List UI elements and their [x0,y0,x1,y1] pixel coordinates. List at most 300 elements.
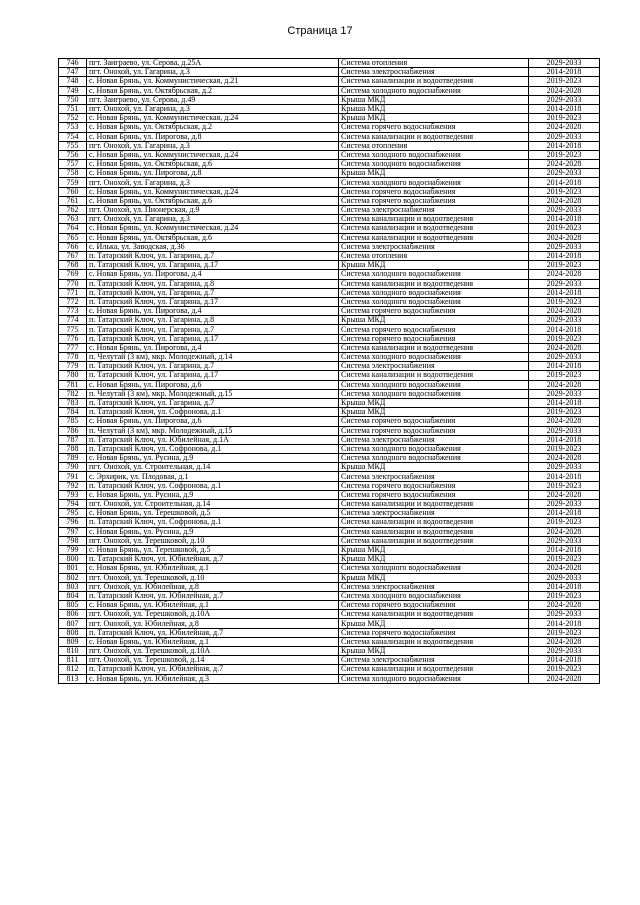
table-row [59,426,600,435]
system-cell: Система канализации и водоотведения [339,233,529,242]
row-number: 758 [59,169,87,178]
period-cell: 2019-2023 [529,408,600,417]
address-cell: с. Новая Брянь, ул. Октябрьская, д.2 [87,86,339,95]
period-cell: 2024-2028 [529,307,600,316]
system-cell: Крыша МКД [339,114,529,123]
address-cell: с. Новая Брянь, ул. Пирогова, д.4 [87,307,339,316]
row-number: 760 [59,187,87,196]
address-cell: с. Новая Брянь, ул. Пирогова, д.8 [87,132,339,141]
table-row [59,601,600,610]
row-number: 777 [59,343,87,352]
system-cell: Система горячего водоснабжения [339,481,529,490]
row-number: 784 [59,408,87,417]
table-row [59,59,600,68]
period-cell: 2029-2033 [529,132,600,141]
address-cell: п. Татарский Ключ, ул. Гагарина, д.8 [87,316,339,325]
table-row [59,582,600,591]
period-cell: 2014-2018 [529,141,600,150]
table-row [59,472,600,481]
system-cell: Крыша МКД [339,555,529,564]
system-cell: Система холодного водоснабжения [339,389,529,398]
system-cell: Система холодного водоснабжения [339,564,529,573]
table-row [59,408,600,417]
table-row [59,628,600,637]
system-cell: Система холодного водоснабжения [339,591,529,600]
address-cell: п. Татарский Ключ, ул. Софронова, д.1 [87,444,339,453]
system-cell: Система электроснабжения [339,435,529,444]
address-cell: пгт. Онохой, ул. Строительная, д.14 [87,500,339,509]
address-cell: с. Новая Брянь, ул. Юбилейная, д.1 [87,601,339,610]
period-cell: 2019-2023 [529,334,600,343]
address-cell: пгт. Онохой, ул. Гагарина, д.3 [87,178,339,187]
address-cell: п. Татарский Ключ, ул. Софронова, д.1 [87,481,339,490]
period-cell: 2024-2028 [529,160,600,169]
table-row [59,334,600,343]
row-number: 804 [59,591,87,600]
address-cell: с. Новая Брянь, ул. Юбилейная, д.3 [87,674,339,683]
system-cell: Система канализации и водоотведения [339,500,529,509]
address-cell: п. Татарский Ключ, ул. Юбилейная, д.7 [87,628,339,637]
address-cell: п. Татарский Ключ, ул. Гагарина, д.7 [87,398,339,407]
system-cell: Система канализации и водоотведения [339,77,529,86]
period-cell: 2019-2023 [529,591,600,600]
system-cell: Крыша МКД [339,463,529,472]
system-cell: Система холодного водоснабжения [339,270,529,279]
table-row [59,187,600,196]
row-number: 788 [59,444,87,453]
system-cell: Система горячего водоснабжения [339,601,529,610]
table-row [59,316,600,325]
system-cell: Крыша МКД [339,398,529,407]
table-row [59,141,600,150]
row-number: 759 [59,178,87,187]
row-number: 753 [59,123,87,132]
table-row [59,564,600,573]
address-cell: с. Новая Брянь, ул. Коммунистическая, д.24 [87,224,339,233]
system-cell: Система канализации и водоотведения [339,637,529,646]
table-row [59,178,600,187]
period-cell: 2014-2018 [529,545,600,554]
row-number: 776 [59,334,87,343]
table-row [59,536,600,545]
address-cell: с. Эрхирик, ул. Плодовая, д.1 [87,472,339,481]
period-cell: 2019-2023 [529,555,600,564]
address-cell: п. Татарский Ключ, ул. Гагарина, д.17 [87,334,339,343]
address-cell: п. Татарский Ключ, ул. Юбилейная, д.7 [87,591,339,600]
table-row [59,647,600,656]
system-cell: Крыша МКД [339,104,529,113]
system-cell: Система канализации и водоотведения [339,215,529,224]
row-number: 808 [59,628,87,637]
period-cell: 2029-2033 [529,169,600,178]
row-number: 785 [59,417,87,426]
system-cell: Система горячего водоснабжения [339,426,529,435]
table-row [59,500,600,509]
repair-schedule-table [58,58,600,684]
period-cell: 2014-2018 [529,656,600,665]
row-number: 749 [59,86,87,95]
table-row [59,380,600,389]
address-cell: с. Новая Брянь, ул. Пирогова, д.4 [87,343,339,352]
address-cell: п. Челутай (3 км), мкр. Молодежный, д.15 [87,389,339,398]
system-cell: Система горячего водоснабжения [339,307,529,316]
address-cell: п. Татарский Ключ, ул. Гагарина, д.17 [87,297,339,306]
table-row [59,270,600,279]
system-cell: Система холодного водоснабжения [339,150,529,159]
period-cell: 2024-2028 [529,454,600,463]
period-cell: 2024-2028 [529,270,600,279]
row-number: 799 [59,545,87,554]
period-cell: 2019-2023 [529,187,600,196]
address-cell: пгт. Онохой, ул. Строительная, д.14 [87,463,339,472]
period-cell: 2014-2018 [529,215,600,224]
period-cell: 2029-2033 [529,242,600,251]
system-cell: Система холодного водоснабжения [339,454,529,463]
system-cell: Крыша МКД [339,573,529,582]
row-number: 763 [59,215,87,224]
period-cell: 2014-2018 [529,398,600,407]
address-cell: пгт. Заиграево, ул. Серова, д.25А [87,59,339,68]
period-cell: 2019-2023 [529,444,600,453]
row-number: 787 [59,435,87,444]
period-cell: 2019-2023 [529,628,600,637]
row-number: 752 [59,114,87,123]
table-row [59,242,600,251]
address-cell: п. Татарский Ключ, ул. Гагарина, д.17 [87,261,339,270]
table-row [59,233,600,242]
row-number: 773 [59,307,87,316]
system-cell: Система горячего водоснабжения [339,334,529,343]
period-cell: 2024-2028 [529,527,600,536]
row-number: 794 [59,500,87,509]
address-cell: с. Новая Брянь, ул. Октябрьская, д.6 [87,196,339,205]
row-number: 786 [59,426,87,435]
system-cell: Система электроснабжения [339,656,529,665]
row-number: 765 [59,233,87,242]
page-header: Страница 17 [287,25,353,37]
period-cell: 2024-2028 [529,233,600,242]
row-number: 775 [59,325,87,334]
row-number: 774 [59,316,87,325]
system-cell: Система холодного водоснабжения [339,86,529,95]
row-number: 801 [59,564,87,573]
system-cell: Система электроснабжения [339,582,529,591]
table-row [59,454,600,463]
period-cell: 2029-2033 [529,279,600,288]
address-cell: с. Илька, ул. Заводская, д.36 [87,242,339,251]
system-cell: Система холодного водоснабжения [339,353,529,362]
system-cell: Система электроснабжения [339,68,529,77]
table-row [59,674,600,683]
table-row [59,610,600,619]
system-cell: Система холодного водоснабжения [339,380,529,389]
table-row [59,665,600,674]
system-cell: Система холодного водоснабжения [339,674,529,683]
row-number: 780 [59,371,87,380]
table-row [59,206,600,215]
row-number: 805 [59,601,87,610]
period-cell: 2019-2023 [529,297,600,306]
row-number: 790 [59,463,87,472]
system-cell: Крыша МКД [339,169,529,178]
row-number: 798 [59,536,87,545]
system-cell: Крыша МКД [339,647,529,656]
period-cell: 2019-2023 [529,261,600,270]
row-number: 793 [59,490,87,499]
system-cell: Система холодного водоснабжения [339,160,529,169]
address-cell: пгт. Онохой, ул. Терешковой, д.10 [87,573,339,582]
address-cell: пгт. Онохой, ул. Терешковой, д.10 [87,536,339,545]
row-number: 782 [59,389,87,398]
period-cell: 2029-2033 [529,353,600,362]
row-number: 764 [59,224,87,233]
row-number: 795 [59,509,87,518]
address-cell: с. Новая Брянь, ул. Коммунистическая, д.24 [87,150,339,159]
row-number: 768 [59,261,87,270]
system-cell: Система горячего водоснабжения [339,417,529,426]
table-row [59,251,600,260]
table-row [59,656,600,665]
system-cell: Система горячего водоснабжения [339,123,529,132]
address-cell: пгт. Онохой, ул. Терешковой, д.10А [87,610,339,619]
period-cell: 2029-2033 [529,500,600,509]
table-row [59,398,600,407]
address-cell: с. Новая Брянь, ул. Юбилейная, д.1 [87,637,339,646]
table-row [59,215,600,224]
row-number: 747 [59,68,87,77]
system-cell: Крыша МКД [339,619,529,628]
address-cell: п. Татарский Ключ, ул. Софронова, д.1 [87,518,339,527]
row-number: 812 [59,665,87,674]
address-cell: п. Татарский Ключ, ул. Юбилейная, д.7 [87,665,339,674]
table-row [59,555,600,564]
address-cell: с. Новая Брянь, ул. Терешковой, д.5 [87,545,339,554]
row-number: 813 [59,674,87,683]
period-cell: 2024-2028 [529,123,600,132]
period-cell: 2024-2028 [529,674,600,683]
address-cell: п. Челутай (3 км), мкр. Молодежный, д.14 [87,353,339,362]
row-number: 809 [59,637,87,646]
period-cell: 2019-2023 [529,150,600,159]
table-row [59,637,600,646]
row-number: 748 [59,77,87,86]
period-cell: 2029-2033 [529,95,600,104]
system-cell: Система отопления [339,59,529,68]
table-row [59,68,600,77]
table-row [59,527,600,536]
period-cell: 2019-2023 [529,371,600,380]
address-cell: пгт. Онохой, ул. Гагарина, д.3 [87,215,339,224]
table-row [59,444,600,453]
period-cell: 2024-2028 [529,417,600,426]
address-cell: с. Новая Брянь, ул. Пирогова, д.8 [87,169,339,178]
system-cell: Система холодного водоснабжения [339,288,529,297]
system-cell: Система горячего водоснабжения [339,490,529,499]
row-number: 791 [59,472,87,481]
row-number: 754 [59,132,87,141]
table-row [59,261,600,270]
address-cell: с. Новая Брянь, ул. Октябрьская, д.2 [87,123,339,132]
address-cell: пгт. Онохой, ул. Юбилейная, д.8 [87,582,339,591]
address-cell: п. Татарский Ключ, ул. Гагарина, д.7 [87,288,339,297]
system-cell: Крыша МКД [339,545,529,554]
address-cell: пгт. Онохой, ул. Терешковой, д.14 [87,656,339,665]
row-number: 756 [59,150,87,159]
table-row [59,132,600,141]
row-number: 746 [59,59,87,68]
table-row [59,307,600,316]
period-cell: 2029-2033 [529,426,600,435]
system-cell: Система холодного водоснабжения [339,444,529,453]
period-cell: 2024-2028 [529,490,600,499]
system-cell: Система горячего водоснабжения [339,196,529,205]
system-cell: Система холодного водоснабжения [339,297,529,306]
period-cell: 2014-2018 [529,582,600,591]
row-number: 771 [59,288,87,297]
system-cell: Система канализации и водоотведения [339,224,529,233]
row-number: 789 [59,454,87,463]
period-cell: 2014-2018 [529,509,600,518]
address-cell: с. Новая Брянь, ул. Русина, д.9 [87,490,339,499]
row-number: 810 [59,647,87,656]
row-number: 761 [59,196,87,205]
row-number: 769 [59,270,87,279]
address-cell: с. Новая Брянь, ул. Октябрьская, д.6 [87,160,339,169]
address-cell: п. Татарский Ключ, ул. Гагарина, д.7 [87,362,339,371]
period-cell: 2024-2028 [529,564,600,573]
address-cell: с. Новая Брянь, ул. Юбилейная, д.1 [87,564,339,573]
address-cell: с. Новая Брянь, ул. Пирогова, д.4 [87,270,339,279]
table-body [59,59,600,684]
table-row [59,371,600,380]
table-row [59,160,600,169]
system-cell: Система электроснабжения [339,362,529,371]
system-cell: Система канализации и водоотведения [339,610,529,619]
address-cell: п. Татарский Ключ, ул. Гагарина, д.7 [87,251,339,260]
system-cell: Система канализации и водоотведения [339,371,529,380]
address-cell: с. Новая Брянь, ул. Русина, д.9 [87,527,339,536]
row-number: 767 [59,251,87,260]
address-cell: пгт. Онохой, ул. Гагарина, д.3 [87,104,339,113]
row-number: 755 [59,141,87,150]
system-cell: Крыша МКД [339,408,529,417]
period-cell: 2014-2018 [529,619,600,628]
table-row [59,150,600,159]
table-row [59,573,600,582]
system-cell: Система канализации и водоотведения [339,536,529,545]
period-cell: 2029-2033 [529,610,600,619]
row-number: 770 [59,279,87,288]
system-cell: Крыша МКД [339,95,529,104]
period-cell: 2019-2023 [529,518,600,527]
system-cell: Система электроснабжения [339,472,529,481]
address-cell: п. Челутай (3 км), мкр. Молодежный, д.15 [87,426,339,435]
address-cell: п. Татарский Ключ, ул. Юбилейная, д.1А [87,435,339,444]
system-cell: Система горячего водоснабжения [339,628,529,637]
table-row [59,86,600,95]
row-number: 781 [59,380,87,389]
table-row [59,297,600,306]
address-cell: пгт. Онохой, ул. Пионерская, д.9 [87,206,339,215]
address-cell: пгт. Онохой, ул. Терешковой, д.10А [87,647,339,656]
table-row [59,123,600,132]
table-row [59,288,600,297]
row-number: 783 [59,398,87,407]
address-cell: пгт. Онохой, ул. Гагарина, д.3 [87,141,339,150]
row-number: 750 [59,95,87,104]
table-row [59,353,600,362]
system-cell: Система канализации и водоотведения [339,132,529,141]
table-row [59,77,600,86]
address-cell: с. Новая Брянь, ул. Терешковой, д.5 [87,509,339,518]
table-row [59,619,600,628]
period-cell: 2029-2033 [529,573,600,582]
address-cell: пгт. Онохой, ул. Юбилейная, д.8 [87,619,339,628]
row-number: 806 [59,610,87,619]
period-cell: 2024-2028 [529,380,600,389]
row-number: 803 [59,582,87,591]
system-cell: Система электроснабжения [339,242,529,251]
table-row [59,325,600,334]
row-number: 802 [59,573,87,582]
table-row [59,481,600,490]
row-number: 772 [59,297,87,306]
address-cell: с. Новая Брянь, ул. Коммунистическая, д.21 [87,77,339,86]
address-cell: с. Новая Брянь, ул. Коммунистическая, д.24 [87,114,339,123]
period-cell: 2014-2018 [529,472,600,481]
period-cell: 2014-2018 [529,325,600,334]
table-row [59,343,600,352]
address-cell: п. Татарский Ключ, ул. Гагарина, д.17 [87,371,339,380]
period-cell: 2029-2033 [529,463,600,472]
row-number: 766 [59,242,87,251]
system-cell: Система канализации и водоотведения [339,343,529,352]
period-cell: 2019-2023 [529,77,600,86]
address-cell: с. Новая Брянь, ул. Коммунистическая, д.24 [87,187,339,196]
system-cell: Система холодного водоснабжения [339,178,529,187]
row-number: 807 [59,619,87,628]
period-cell: 2014-2018 [529,288,600,297]
table-row [59,518,600,527]
period-cell: 2019-2023 [529,224,600,233]
address-cell: с. Новая Брянь, ул. Пирогова, д.6 [87,417,339,426]
table-row [59,545,600,554]
table-row [59,196,600,205]
address-cell: пгт. Заиграево, ул. Серова, д.49 [87,95,339,104]
table-row [59,463,600,472]
period-cell: 2014-2018 [529,68,600,77]
address-cell: п. Татарский Ключ, ул. Гагарина, д.8 [87,279,339,288]
address-cell: п. Татарский Ключ, ул. Юбилейная, д.7 [87,555,339,564]
system-cell: Крыша МКД [339,261,529,270]
table-row [59,114,600,123]
table-row [59,279,600,288]
period-cell: 2014-2018 [529,435,600,444]
system-cell: Система горячего водоснабжения [339,187,529,196]
address-cell: п. Татарский Ключ, ул. Софронова, д.1 [87,408,339,417]
row-number: 796 [59,518,87,527]
period-cell: 2024-2028 [529,86,600,95]
period-cell: 2019-2023 [529,114,600,123]
row-number: 751 [59,104,87,113]
system-cell: Система канализации и водоотведения [339,279,529,288]
table-row [59,509,600,518]
period-cell: 2019-2023 [529,665,600,674]
row-number: 757 [59,160,87,169]
system-cell: Крыша МКД [339,316,529,325]
address-cell: с. Новая Брянь, ул. Октябрьская, д.6 [87,233,339,242]
address-cell: пгт. Онохой, ул. Гагарина, д.3 [87,68,339,77]
